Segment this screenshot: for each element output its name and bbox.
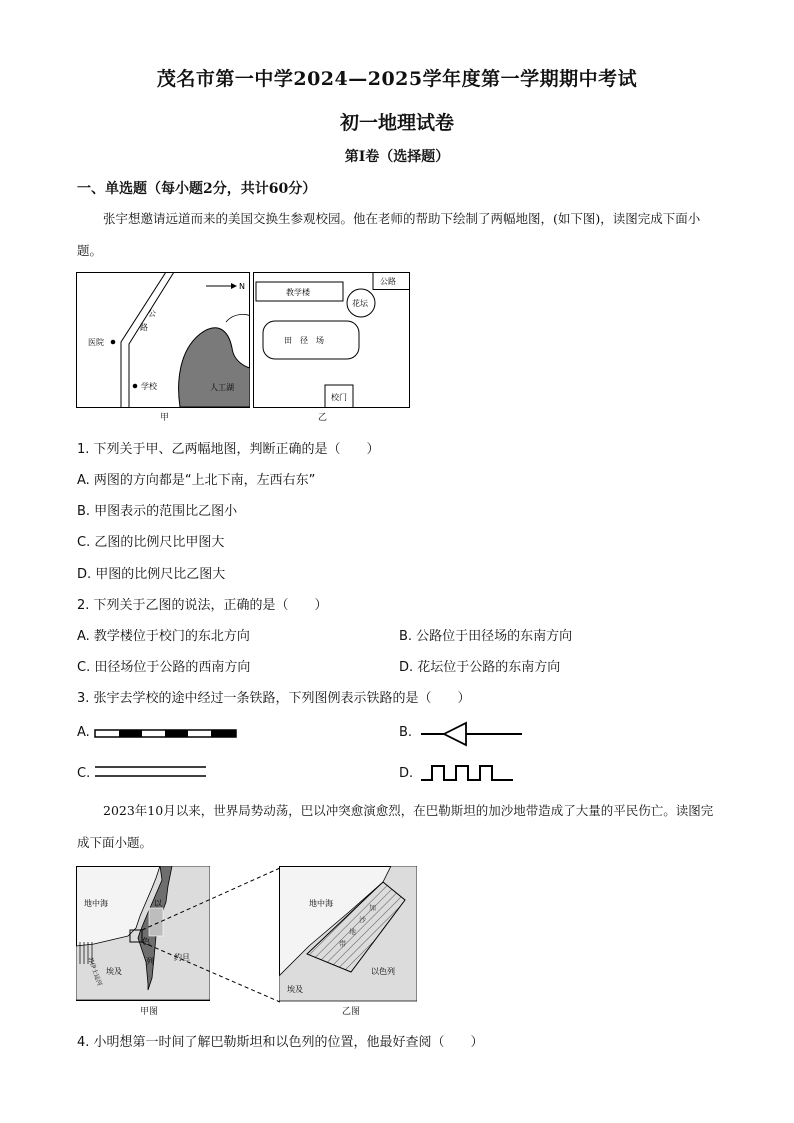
q3-symbol-b-arrow-icon[interactable] xyxy=(420,721,524,747)
strip-char-3: 地 xyxy=(349,928,356,936)
road-label-1: 公 xyxy=(148,309,156,318)
flower-label: 花坛 xyxy=(352,299,368,308)
israel-label: 以色列 xyxy=(371,967,395,976)
q1-option-b[interactable]: B. 甲图表示的范围比乙图小 xyxy=(77,504,238,519)
section-heading: 一、单选题（每小题2分，共计60分） xyxy=(77,181,317,197)
teaching-label: 教学楼 xyxy=(286,288,310,297)
hospital-dot-icon xyxy=(111,340,116,345)
q2-option-c[interactable]: C. 田径场位于公路的西南方向 xyxy=(77,660,251,675)
jordan-label: 约旦 xyxy=(174,953,190,962)
yi-label: 以 xyxy=(154,899,162,908)
q3-option-d-label[interactable]: D. xyxy=(399,766,414,781)
sea-label-2: 地中海 xyxy=(309,899,333,908)
q2-option-a[interactable]: A. 教学楼位于校门的东北方向 xyxy=(77,629,250,644)
sea-label-1: 地中海 xyxy=(84,899,108,908)
map-region-caption: 甲图 xyxy=(140,1007,159,1017)
north-label: N xyxy=(239,282,245,291)
q1-option-a[interactable]: A. 两图的方向都是“上北下南，左西右东” xyxy=(77,473,316,488)
intro-paragraph-2: 2023年10月以来，世界局势动荡，巴以冲突愈演愈烈，在巴勒斯坦的加沙地带造成了大量的平民伤亡。读图完成下面小题。 xyxy=(77,803,714,850)
map-gaza-caption: 乙图 xyxy=(342,1007,361,1017)
strip-char-4: 带 xyxy=(339,940,346,948)
school-dot-icon xyxy=(133,384,138,389)
q3-symbol-c-double-line-icon[interactable] xyxy=(94,764,208,780)
q1-option-c[interactable]: C. 乙图的比例尺比甲图大 xyxy=(77,535,225,550)
road-label-2: 路 xyxy=(140,323,148,332)
map-jia xyxy=(76,272,250,410)
map-yi-caption: 乙 xyxy=(318,413,328,423)
gate-label: 校门 xyxy=(331,393,347,402)
q3-option-b-label[interactable]: B. xyxy=(399,725,413,740)
map-gaza-zoom xyxy=(279,866,417,1002)
question-2-stem: 2. 下列关于乙图的说法，正确的是（ ） xyxy=(77,598,328,613)
egypt-label-1: 埃及 xyxy=(106,967,122,976)
lake-label: 人工湖 xyxy=(210,383,234,392)
question-3-stem: 3. 张宇去学校的途中经过一条铁路，下列图例表示铁路的是（ ） xyxy=(77,691,471,706)
map-jia-caption: 甲 xyxy=(160,413,170,423)
field-label: 田 径 场 xyxy=(284,336,324,345)
q3-symbol-d-square-wave-icon[interactable] xyxy=(420,763,516,783)
road-box-label: 公路 xyxy=(380,277,396,286)
school-label: 学校 xyxy=(141,382,157,391)
zoom-connector-lines xyxy=(130,866,280,1006)
intro-paragraph-1: 张宇想邀请远道而来的美国交换生参观校园。他在老师的帮助下绘制了两幅地图，(如下图)，读图完成下面小题。 xyxy=(77,211,701,258)
question-1-stem: 1. 下列关于甲、乙两幅地图，判断正确的是（ ） xyxy=(77,442,380,457)
strip-char-2: 沙 xyxy=(359,916,366,924)
exam-subject: 初一地理试卷 xyxy=(339,112,454,134)
q2-option-b[interactable]: B. 公路位于田径场的东南方向 xyxy=(399,629,573,644)
part-title: 第I卷（选择题） xyxy=(344,149,450,165)
q3-option-c-label[interactable]: C. xyxy=(77,766,91,781)
exam-title: 茂名市第一中学2024—2025学年度第一学期期中考试 xyxy=(156,68,638,90)
hospital-label: 医院 xyxy=(88,338,104,347)
q3-symbol-a-railway-icon[interactable] xyxy=(94,728,238,740)
q3-option-a-label[interactable]: A. xyxy=(77,725,90,740)
se-label: 色 xyxy=(142,937,150,946)
lie-label: 列 xyxy=(146,957,154,966)
map-yi xyxy=(253,272,411,410)
q1-option-d[interactable]: D. 甲图的比例尺比乙图大 xyxy=(77,567,226,582)
q2-option-d[interactable]: D. 花坛位于公路的东南方向 xyxy=(399,660,561,675)
canal-label: 苏伊士运河 xyxy=(86,956,103,987)
question-4-stem: 4. 小明想第一时间了解巴勒斯坦和以色列的位置，他最好查阅（ ） xyxy=(77,1035,484,1050)
strip-char-1: 加 xyxy=(369,904,376,912)
egypt-label-2: 埃及 xyxy=(287,985,303,994)
